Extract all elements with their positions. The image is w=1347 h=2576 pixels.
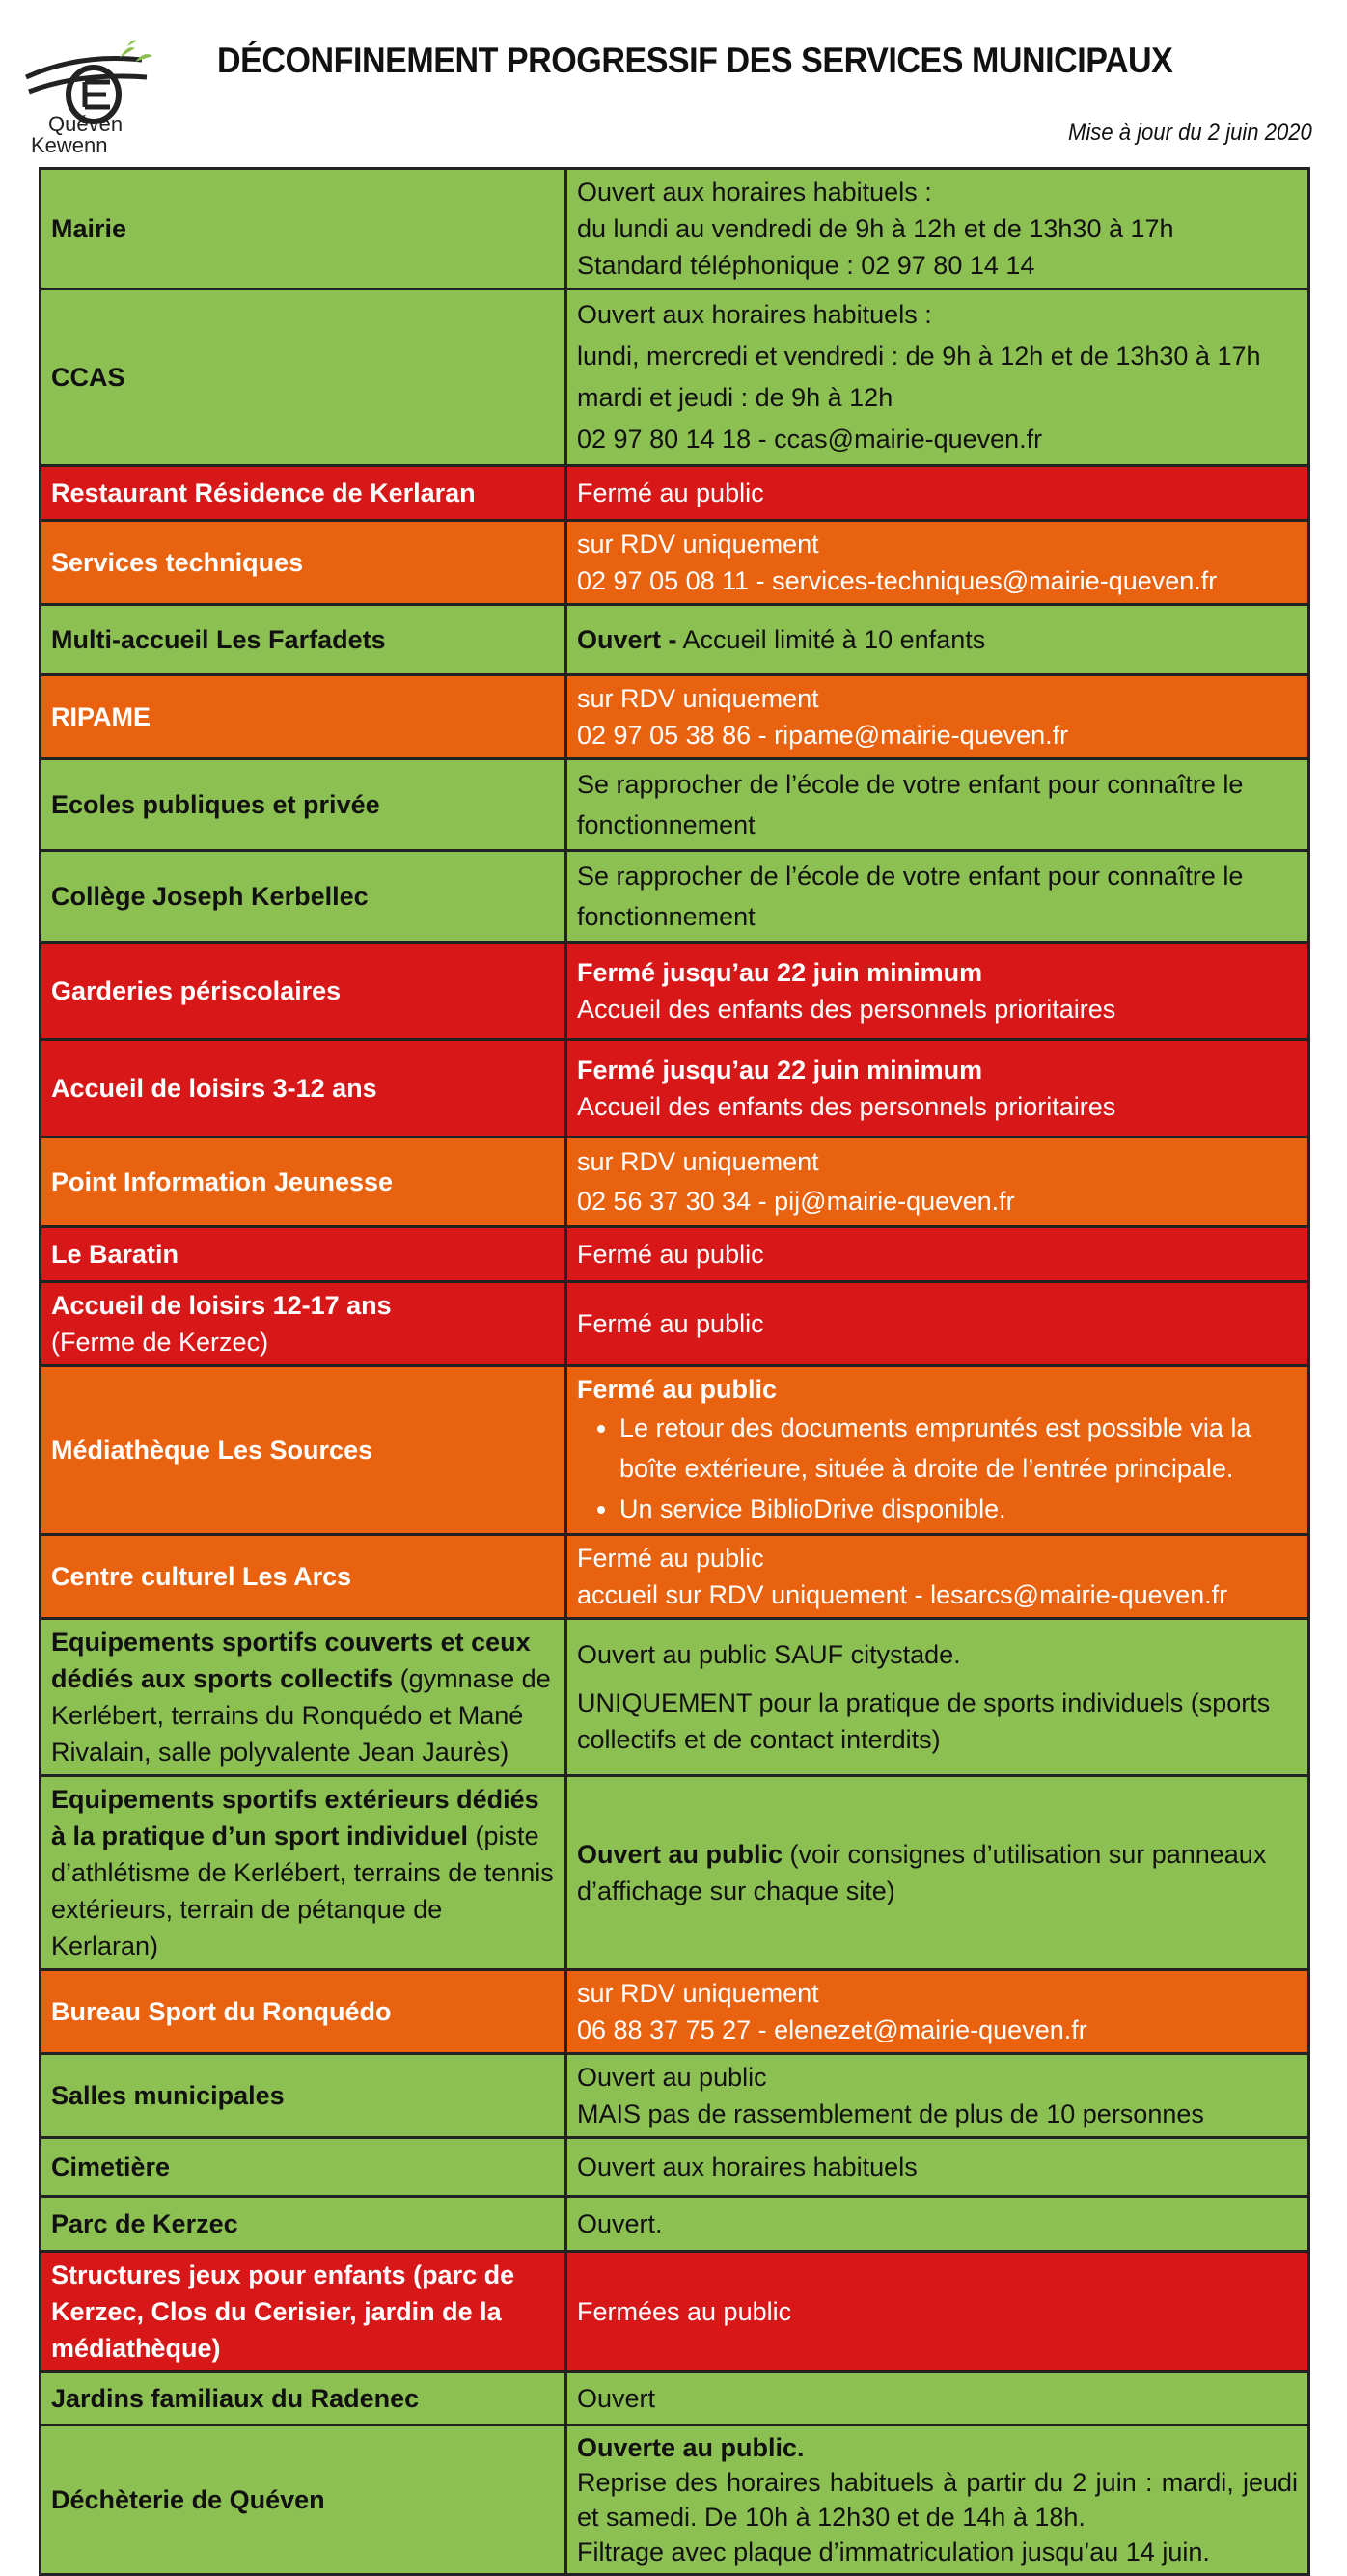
table-row (41, 605, 1309, 675)
service-status (566, 1970, 1309, 2054)
page-title: DÉCONFINEMENT PROGRESSIF DES SERVICES MUNICIPAUX (217, 41, 1173, 80)
status-line: Se rapprocher de l’école de votre enfant pour connaître le fonctionnement (577, 862, 1244, 931)
table-row (41, 1137, 1309, 1227)
service-name: Garderies périscolaires (41, 943, 566, 1040)
service-name (41, 1619, 566, 1776)
status-text: Accueil limité à 10 enfants (676, 625, 986, 654)
table-row (41, 1282, 1309, 1366)
status-text: Accueil des enfants des personnels prioritaires (577, 995, 1116, 1024)
status-bold: Fermé au public (577, 1375, 778, 1404)
logo-text (31, 114, 147, 156)
status-line: Standard téléphonique : 02 97 80 14 14 (577, 251, 1035, 280)
table-row (41, 1619, 1309, 1776)
list-item: • Le retour des documents empruntés est possible via la boîte extérieure, située à droite de l’entrée principale. (619, 1408, 1298, 1489)
service-name: Mairie (41, 169, 566, 289)
status-line: Fermé au public (577, 1240, 764, 1269)
service-status (566, 1040, 1309, 1137)
status-line: Fermées au public (577, 2297, 792, 2326)
table-row (41, 675, 1309, 759)
service-status (566, 1535, 1309, 1619)
status-text: Reprise des horaires habituels à partir du 2 juin : mardi, jeudi et samedi. De 10h à 12h30 et de 14h à 18h. (577, 2468, 1298, 2532)
logo-line-kewenn: Kewenn (31, 133, 108, 157)
service-status (566, 605, 1309, 675)
service-status (566, 521, 1309, 605)
table-row (41, 169, 1309, 289)
service-name: Médiathèque Les Sources (41, 1366, 566, 1535)
service-name: Bureau Sport du Ronquédo (41, 1970, 566, 2054)
table-row (41, 2252, 1309, 2372)
table-row (41, 1366, 1309, 1535)
service-status (566, 1776, 1309, 1970)
service-status (566, 2054, 1309, 2138)
table-row (41, 759, 1309, 851)
service-name: Déchèterie de Quéven (41, 2425, 566, 2575)
service-status (566, 675, 1309, 759)
service-status (566, 943, 1309, 1040)
status-line: 02 97 80 14 18 - ccas@mairie-queven.fr (577, 425, 1043, 453)
table-row (41, 1776, 1309, 1970)
service-name: Accueil de loisirs 3-12 ans (41, 1040, 566, 1137)
table-row (41, 521, 1309, 605)
status-bold: Ouvert - (577, 625, 677, 654)
service-status (566, 466, 1309, 521)
table-row (41, 466, 1309, 521)
status-text: Accueil des enfants des personnels prioritaires (577, 1092, 1116, 1121)
status-line: Ouvert aux horaires habituels (577, 2152, 918, 2181)
status-line: sur RDV uniquement (577, 684, 819, 713)
status-notes (577, 1408, 1298, 1529)
service-name: RIPAME (41, 675, 566, 759)
list-item: • Un service BiblioDrive disponible. (619, 1489, 1298, 1529)
status-line: Ouvert (577, 2384, 656, 2413)
service-name-detail: (Ferme de Kerzec) (51, 1328, 269, 1357)
status-bold: Fermé jusqu’au 22 juin minimum (577, 958, 983, 987)
service-status (566, 1227, 1309, 1282)
update-date: Mise à jour du 2 juin 2020 (1068, 120, 1312, 146)
services-status-table (39, 167, 1310, 2576)
status-line: Fermé au public (577, 1544, 764, 1573)
table-row (41, 2425, 1309, 2575)
service-name: Parc de Kerzec (41, 2197, 566, 2252)
status-line: Se rapprocher de l’école de votre enfant pour connaître le fonctionnement (577, 770, 1244, 839)
service-status (566, 1137, 1309, 1227)
service-status (566, 289, 1309, 466)
service-status (566, 2197, 1309, 2252)
service-status (566, 2252, 1309, 2372)
status-text: (voir consignes d’utilisation sur panneaux d’affichage sur chaque site) (577, 1840, 1267, 1905)
service-status (566, 2372, 1309, 2425)
logo-line-queven: Quéven (48, 112, 124, 136)
service-status (566, 1619, 1309, 1776)
status-bold: Fermé jusqu’au 22 juin minimum (577, 1055, 983, 1084)
status-line: 02 97 05 38 86 - ripame@mairie-queven.fr (577, 721, 1069, 750)
service-name: Centre culturel Les Arcs (41, 1535, 566, 1619)
table-row (41, 2372, 1309, 2425)
service-name-text: Equipements sportifs couverts et ceux dédiés aux sports collectifs (51, 1628, 531, 1693)
status-line: sur RDV uniquement (577, 1979, 819, 2008)
service-status (566, 851, 1309, 943)
service-name: Multi-accueil Les Farfadets (41, 605, 566, 675)
table-row (41, 1970, 1309, 2054)
table-row (41, 289, 1309, 466)
status-line: UNIQUEMENT pour la pratique de sports individuels (sports collectifs et de contact interdits) (577, 1688, 1271, 1754)
table-row (41, 1227, 1309, 1282)
status-line: Ouvert. (577, 2209, 663, 2238)
status-bold: Ouvert au public (577, 1840, 783, 1869)
service-name: CCAS (41, 289, 566, 466)
service-status (566, 759, 1309, 851)
service-name-detail: (gymnase de Kerlébert, terrains du Ronquédo et Mané Rivalain, salle polyvalente Jean Jaurès) (51, 1664, 551, 1767)
table-row (41, 1535, 1309, 1619)
service-name (41, 1282, 566, 1366)
service-name (41, 1776, 566, 1970)
service-status (566, 2425, 1309, 2575)
service-status (566, 169, 1309, 289)
status-line: du lundi au vendredi de 9h à 12h et de 13h30 à 17h (577, 214, 1174, 243)
status-line: Ouvert aux horaires habituels : (577, 300, 932, 329)
service-name: Ecoles publiques et privée (41, 759, 566, 851)
service-name: Le Baratin (41, 1227, 566, 1282)
status-bold: Ouverte au public. (577, 2433, 805, 2462)
status-line: lundi, mercredi et vendredi : de 9h à 12h et de 13h30 à 17h (577, 342, 1261, 370)
service-name-detail: (piste d’athlétisme de Kerlébert, terrains de tennis extérieurs, terrain de pétanque de Kerlaran) (51, 1822, 554, 1960)
status-line: sur RDV uniquement (577, 530, 819, 559)
status-line: 06 88 37 75 27 - elenezet@mairie-queven.fr (577, 2015, 1087, 2044)
status-line: sur RDV uniquement (577, 1147, 819, 1176)
service-name: Cimetière (41, 2138, 566, 2197)
service-name: Structures jeux pour enfants (parc de Kerzec, Clos du Cerisier, jardin de la médiathèque) (41, 2252, 566, 2372)
service-name: Point Information Jeunesse (41, 1137, 566, 1227)
table-row (41, 851, 1309, 943)
service-status (566, 1282, 1309, 1366)
service-name: Services techniques (41, 521, 566, 605)
service-status (566, 1366, 1309, 1535)
service-name: Salles municipales (41, 2054, 566, 2138)
status-line: 02 97 05 08 11 - services-techniques@mairie-queven.fr (577, 566, 1218, 595)
table-row (41, 943, 1309, 1040)
service-name-text: Equipements sportifs extérieurs dédiés à la pratique d’un sport individuel (51, 1785, 539, 1850)
status-line: Ouvert au public (577, 2063, 767, 2092)
service-name: Jardins familiaux du Radenec (41, 2372, 566, 2425)
status-line: accueil sur RDV uniquement - lesarcs@mairie-queven.fr (577, 1580, 1228, 1609)
table-row (41, 2054, 1309, 2138)
status-line: Fermé au public (577, 1309, 764, 1338)
spacer (577, 1673, 1298, 1685)
table-row (41, 1040, 1309, 1137)
status-line: 02 56 37 30 34 - pij@mairie-queven.fr (577, 1187, 1015, 1216)
status-line: Ouvert au public SAUF citystade. (577, 1640, 961, 1669)
status-text: Filtrage avec plaque d’immatriculation jusqu’au 14 juin. (577, 2537, 1210, 2566)
table-row (41, 2138, 1309, 2197)
service-status (566, 2138, 1309, 2197)
table-row (41, 2197, 1309, 2252)
status-line: mardi et jeudi : de 9h à 12h (577, 383, 893, 412)
service-name: Collège Joseph Kerbellec (41, 851, 566, 943)
status-line: Ouvert aux horaires habituels : (577, 178, 932, 206)
service-name-text: Accueil de loisirs 12-17 ans (51, 1291, 392, 1320)
service-name: Restaurant Résidence de Kerlaran (41, 466, 566, 521)
status-line: MAIS pas de rassemblement de plus de 10 personnes (577, 2099, 1204, 2128)
status-line: Fermé au public (577, 479, 764, 507)
